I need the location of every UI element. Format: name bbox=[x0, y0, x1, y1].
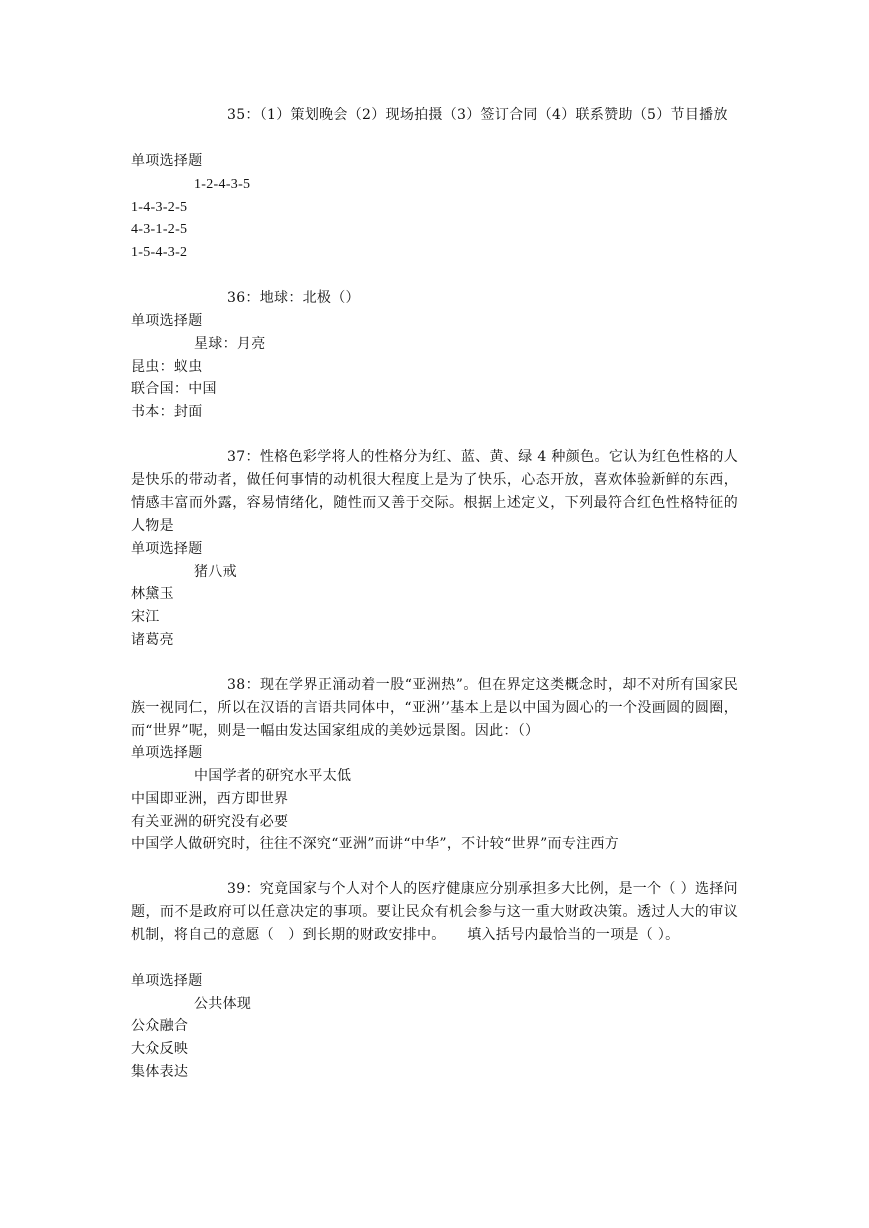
question-38-stem: 38：现在学界正涌动着一股“亚洲热”。但在界定这类概念时，却不对所有国家民族一视同仁，所以在汉语的言语共同体中，“亚洲’’基本上是以中国为圆心的一个没画圆的圆圈，而“世界”呢，则是一幅由发达国家组成的美妙远景图。因此：（） bbox=[131, 677, 738, 739]
question-36-option-c[interactable]: 联合国：中国 bbox=[131, 381, 217, 397]
question-35-option-b[interactable]: 1-4-3-2-5 bbox=[131, 200, 188, 215]
question-39-type: 单项选择题 bbox=[131, 973, 203, 989]
question-39-option-d[interactable]: 集体表达 bbox=[131, 1064, 189, 1080]
question-35-stem: 35：（1）策划晚会（2）现场拍摄（3）签订合同（4）联系赞助（5）节目播放 bbox=[227, 107, 728, 123]
question-36-type: 单项选择题 bbox=[131, 313, 203, 329]
question-36-option-a[interactable]: 星球：月亮 bbox=[194, 336, 266, 352]
question-37-option-b[interactable]: 林黛玉 bbox=[131, 586, 174, 602]
question-37-option-c[interactable]: 宋江 bbox=[131, 609, 160, 625]
question-36-option-b[interactable]: 昆虫：蚁虫 bbox=[131, 359, 203, 375]
question-37-stem: 37：性格色彩学将人的性格分为红、蓝、黄、绿 4 种颜色。它认为红色性格的人是快乐的带动者，做任何事情的动机很大程度上是为了快乐，心态开放，喜欢体验新鲜的东西，情感丰富而外露，容易情绪化，随性而又善于交际。根据上述定义，下列最符合红色性格特征的人物是 bbox=[131, 449, 738, 534]
question-35-option-a[interactable]: 1-2-4-3-5 bbox=[194, 177, 251, 192]
question-39-stem: 39：究竟国家与个人对个人的医疗健康应分别承担多大比例，是一个（ ）选择问题，而不是政府可以任意决定的事项。要让民众有机会参与这一重大财政决策。透过人大的审议机制，将自己的意愿（ ）到长期的财政安排中。 填入括号内最恰当的一项是（ ）。 bbox=[131, 881, 738, 943]
question-35-option-c[interactable]: 4-3-1-2-5 bbox=[131, 222, 188, 237]
question-38-option-a[interactable]: 中国学者的研究水平太低 bbox=[194, 768, 352, 784]
question-38-option-d[interactable]: 中国学人做研究时，往往不深究“亚洲”而讲“中华”，不计较“世界”而专注西方 bbox=[131, 836, 620, 852]
question-36-option-d[interactable]: 书本：封面 bbox=[131, 404, 203, 420]
question-37-option-d[interactable]: 诸葛亮 bbox=[131, 632, 174, 648]
question-35-type: 单项选择题 bbox=[131, 153, 203, 169]
question-39-option-c[interactable]: 大众反映 bbox=[131, 1041, 189, 1057]
question-38-type: 单项选择题 bbox=[131, 745, 203, 761]
question-36-stem: 36：地球：北极（） bbox=[227, 290, 360, 306]
question-37-type: 单项选择题 bbox=[131, 541, 203, 557]
question-39-option-a[interactable]: 公共体现 bbox=[194, 996, 252, 1012]
question-38-option-c[interactable]: 有关亚洲的研究没有必要 bbox=[131, 814, 289, 830]
question-37-option-a[interactable]: 猪八戒 bbox=[194, 564, 237, 580]
question-38-option-b[interactable]: 中国即亚洲，西方即世界 bbox=[131, 791, 289, 807]
question-35-option-d[interactable]: 1-5-4-3-2 bbox=[131, 245, 188, 260]
question-39-option-b[interactable]: 公众融合 bbox=[131, 1018, 189, 1034]
